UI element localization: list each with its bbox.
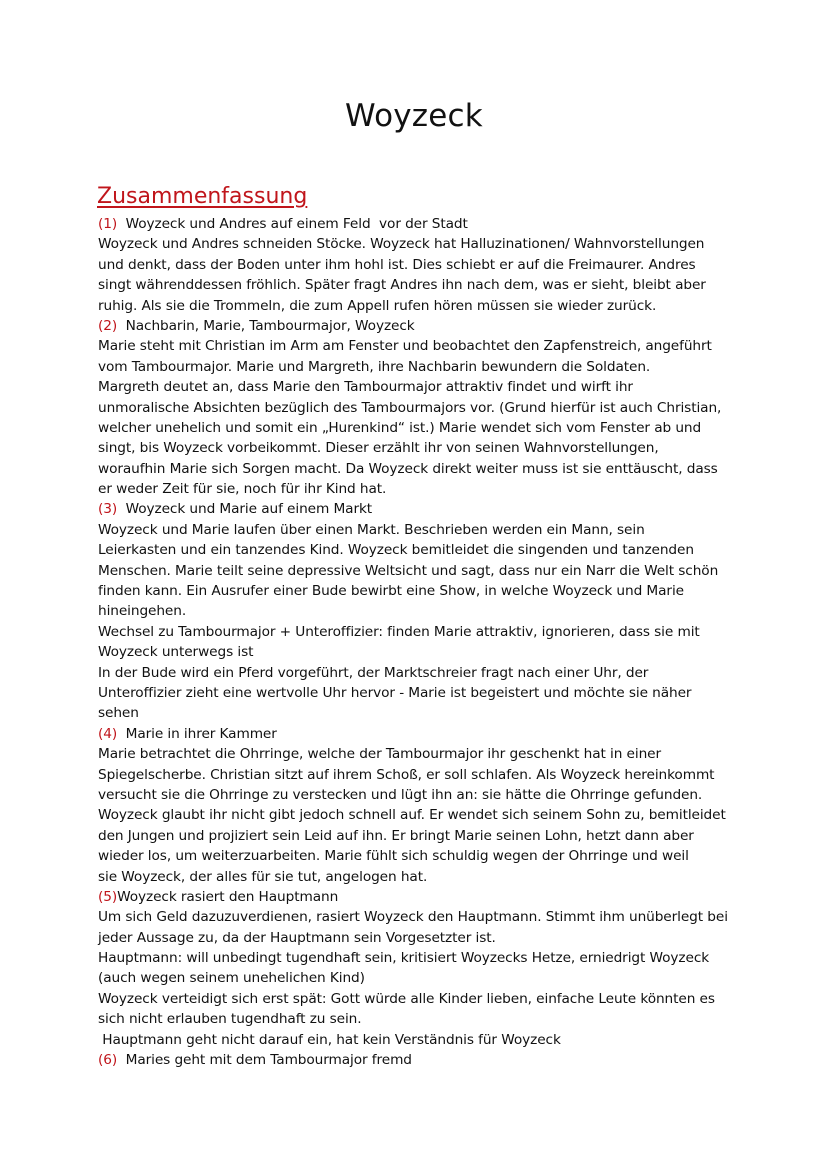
scene-title: Maries geht mit dem Tambourmajor fremd	[125, 1052, 412, 1069]
scene-number-gap	[117, 726, 126, 742]
text-line	[98, 907, 738, 927]
text-line	[98, 805, 738, 825]
line-text: Spiegelscherbe. Christian sitzt auf ihrem Schoß, er soll schlafen. Als Woyzeck hereinkommt	[98, 766, 715, 783]
text-line	[98, 561, 738, 581]
line-text: und denkt, dass der Boden unter ihm hohl ist. Dies schiebt er auf die Freimaurer. Andres	[98, 256, 696, 273]
line-text: sehen	[98, 705, 139, 722]
text-line	[98, 744, 738, 764]
scene-heading-line	[98, 499, 738, 519]
text-line	[98, 296, 738, 316]
line-text: Marie betrachtet die Ohrringe, welche der Tambourmajor ihr geschenkt hat in einer	[98, 746, 661, 763]
line-text: sie Woyzeck, der alles für sie tut, angelogen hat.	[98, 868, 428, 885]
line-text: ruhig. Als sie die Trommeln, die zum Appell rufen hören müssen sie wieder zurück.	[98, 297, 657, 314]
scene-heading-line	[98, 316, 738, 336]
line-text: welcher unehelich und somit ein „Hurenkind“ ist.) Marie wendet sich vom Fenster ab und	[98, 419, 702, 436]
line-text: finden kann. Ein Ausrufer einer Bude bewirbt eine Show, in welche Woyzeck und Marie	[98, 583, 684, 600]
line-text: singt währenddessen fröhlich. Später fragt Andres ihn nach dem, was er sieht, bleibt aber	[98, 277, 706, 294]
text-line	[98, 948, 738, 968]
scene-title: Woyzeck und Marie auf einem Markt	[125, 501, 373, 518]
text-line	[98, 377, 738, 397]
text-line	[98, 867, 738, 887]
text-line	[98, 928, 738, 948]
text-line	[98, 418, 738, 438]
line-text: Margreth deutet an, dass Marie den Tambourmajor attraktiv findet und wirft ihr	[98, 379, 633, 396]
line-text: Woyzeck unterwegs ist	[98, 644, 254, 661]
line-text: Um sich Geld dazuzuverdienen, rasiert Woyzeck den Hauptmann. Stimmt ihm unüberlegt bei	[98, 909, 728, 926]
text-line	[98, 520, 738, 540]
line-text: er weder Zeit für sie, noch für ihr Kind hat.	[98, 481, 387, 498]
text-line	[98, 765, 738, 785]
text-line	[98, 968, 738, 988]
line-text: woraufhin Marie sich Sorgen macht. Da Woyzeck direkt weiter muss ist sie enttäuscht, dass	[98, 460, 718, 477]
line-text: wieder los, um weiterzuarbeiten. Marie fühlt sich schuldig wegen der Ohrringe und weil	[98, 848, 689, 865]
scene-heading-line	[98, 724, 738, 744]
line-text: Hauptmann: will unbedingt tugendhaft sein, kritisiert Woyzecks Hetze, erniedrigt Woyzeck	[98, 950, 710, 967]
line-text: Woyzeck verteidigt sich erst spät: Gott würde alle Kinder lieben, einfache Leute könnten es	[98, 990, 715, 1007]
text-line	[98, 438, 738, 458]
text-line	[98, 398, 738, 418]
scene-number-gap	[117, 318, 126, 334]
line-text: In der Bude wird ein Pferd vorgeführt, der Marktschreier fragt nach einer Uhr, der	[98, 664, 649, 681]
scene-title: Marie in ihrer Kammer	[125, 725, 277, 742]
line-text: unmoralische Absichten bezüglich des Tambourmajors vor. (Grund hierfür ist auch Christian,	[98, 399, 722, 416]
scene-heading-line	[98, 214, 738, 234]
text-line	[98, 683, 738, 703]
line-text: versucht sie die Ohrringe zu verstecken und lügt ihn an: sie hätte die Ohrringe gefunden.	[98, 786, 703, 803]
text-line	[98, 581, 738, 601]
line-text: singt, bis Woyzeck vorbeikommt. Dieser erzählt ihr von seinen Wahnvorstellungen,	[98, 440, 659, 457]
summary-body	[98, 214, 738, 1070]
scene-number-gap	[117, 501, 126, 517]
line-text: Woyzeck und Andres schneiden Stöcke. Woyzeck hat Halluzinationen/ Wahnvorstellungen	[98, 236, 705, 253]
scene-number-gap	[117, 1052, 126, 1068]
text-line	[98, 601, 738, 621]
text-line	[98, 826, 738, 846]
scene-title: Woyzeck rasiert den Hauptmann	[117, 888, 339, 905]
scene-heading-line	[98, 887, 738, 907]
line-text: jeder Aussage zu, da der Hauptmann sein Vorgesetzter ist.	[98, 929, 496, 946]
line-text: sich nicht erlauben tugendhaft zu sein.	[98, 1011, 362, 1028]
line-text: Unteroffizier zieht eine wertvolle Uhr hervor - Marie ist begeistert und möchte sie näher	[98, 684, 692, 701]
text-line	[98, 357, 738, 377]
scene-number: (1)	[98, 216, 118, 232]
scene-title: Nachbarin, Marie, Tambourmajor, Woyzeck	[125, 317, 415, 334]
section-heading: Zusammenfassung	[97, 184, 308, 209]
scene-heading-line	[98, 1050, 738, 1070]
scene-number: (3)	[98, 501, 118, 518]
line-text: Hauptmann geht nicht darauf ein, hat kein Verständnis für Woyzeck	[98, 1031, 561, 1048]
scene-number: (2)	[98, 317, 118, 334]
text-line	[98, 622, 738, 642]
line-text: Woyzeck glaubt ihr nicht gibt jedoch schnell auf. Er wendet sich seinem Sohn zu, bemitleidet	[98, 807, 726, 824]
text-line	[98, 1030, 738, 1050]
text-line	[98, 1009, 738, 1029]
line-text: Menschen. Marie teilt seine depressive Weltsicht und sagt, dass nur ein Narr die Welt schön	[98, 562, 719, 579]
text-line	[98, 663, 738, 683]
line-text: vom Tambourmajor. Marie und Margreth, ihre Nachbarin bewundern die Soldaten.	[98, 358, 651, 375]
scene-title: Woyzeck und Andres auf einem Feld vor der Stadt	[125, 216, 468, 232]
text-line	[98, 275, 738, 295]
line-text: Leierkasten und ein tanzendes Kind. Woyzeck bemitleidet die singenden und tanzenden	[98, 542, 694, 559]
line-text: (auch wegen seinem unehelichen Kind)	[98, 970, 365, 987]
text-line	[98, 540, 738, 560]
scene-number: (4)	[98, 725, 118, 742]
text-line	[98, 336, 738, 356]
line-text: hineingehen.	[98, 603, 187, 620]
scene-number: (6)	[98, 1052, 118, 1069]
text-line	[98, 479, 738, 499]
text-line	[98, 642, 738, 662]
scene-number: (5)	[98, 888, 118, 905]
text-line	[98, 234, 738, 254]
text-line	[98, 255, 738, 275]
document-title: Woyzeck	[345, 98, 483, 134]
scene-number-gap	[117, 216, 126, 232]
line-text: Wechsel zu Tambourmajor + Unteroffizier: finden Marie attraktiv, ignorieren, dass sie mit	[98, 623, 700, 640]
text-line	[98, 989, 738, 1009]
text-line	[98, 785, 738, 805]
line-text: Marie steht mit Christian im Arm am Fenster und beobachtet den Zapfenstreich, angeführt	[98, 338, 712, 355]
line-text: Woyzeck und Marie laufen über einen Markt. Beschrieben werden ein Mann, sein	[98, 521, 645, 538]
text-line	[98, 703, 738, 723]
text-line	[98, 459, 738, 479]
text-line	[98, 846, 738, 866]
line-text: den Jungen und projiziert sein Leid auf ihn. Er bringt Marie seinen Lohn, hetzt dann aber	[98, 827, 694, 844]
